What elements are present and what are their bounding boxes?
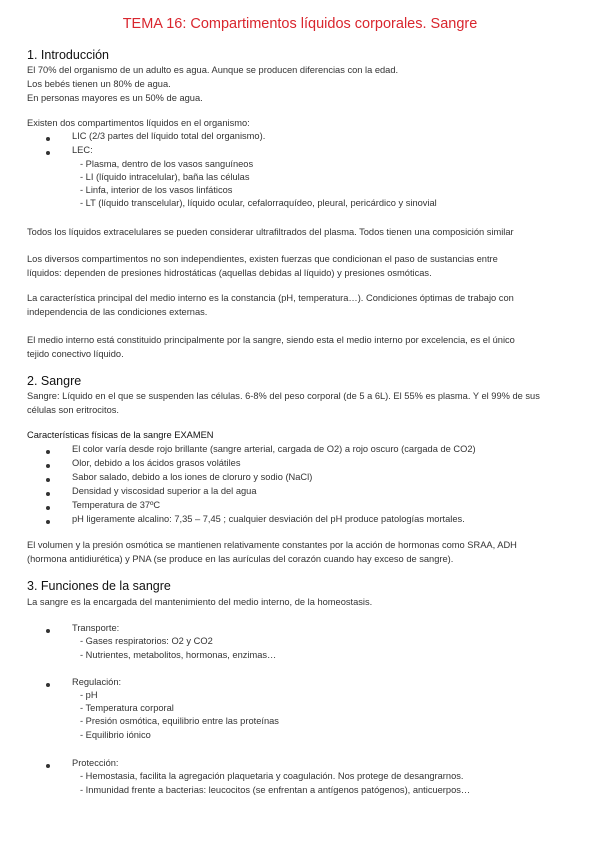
list-item: Transporte: [72,623,120,633]
list-item: Temperatura de 37ºC [72,500,161,510]
paragraph-line: tejido conectivo líquido. [27,349,124,359]
list-item: - Temperatura corporal [80,703,174,713]
document-title: TEMA 16: Compartimentos líquidos corporales. Sangre [122,16,478,32]
list-item: - Equilibrio iónico [80,730,151,740]
list-item: - LT (líquido transcelular), líquido ocular, cefalorraquídeo, pleural, pericárdico y sinovial [80,198,437,208]
section-heading-introduccion: 1. Introducción [27,48,109,62]
list-item: - Plasma, dentro de los vasos sanguíneos [80,159,254,169]
list-item: Sabor salado, debido a los iones de cloruro y sodio (NaCl) [72,472,313,482]
list-item: - Nutrientes, metabolitos, hormonas, enzimas… [80,650,277,660]
paragraph-line: El volumen y la presión osmótica se mantienen relativamente constantes por la acción de hormonas como SRAA, ADH [27,540,517,550]
paragraph-line: Los bebés tienen un 80% de agua. [27,79,171,89]
list-item: - Hemostasia, facilita la agregación plaquetaria y coagulación. Nos protege de desangrarnos. [80,771,464,781]
list-item: - Gases respiratorios: O2 y CO2 [80,636,213,646]
list-item: Protección: [72,758,119,768]
subsection-heading: Características físicas de la sangre EXAMEN [27,430,214,440]
list-item: - LI (líquido intracelular), baña las células [80,172,250,182]
bullet-icon [46,492,50,496]
paragraph-line: independencia de las condiciones externas. [27,307,208,317]
list-item: Olor, debido a los ácidos grasos volátiles [72,458,241,468]
list-item: Densidad y viscosidad superior a la del agua [72,486,257,496]
bullet-icon [46,478,50,482]
bullet-icon [46,629,50,633]
paragraph-line: En personas mayores es un 50% de agua. [27,93,203,103]
bullet-icon [46,764,50,768]
paragraph-line: El medio interno está constituido principalmente por la sangre, siendo esta el medio interno por excelencia, es el único [27,335,515,345]
list-item: El color varía desde rojo brillante (sangre arterial, cargada de O2) a rojo oscuro (cargada de CO2) [72,444,476,454]
bullet-icon [46,464,50,468]
paragraph-line: Todos los líquidos extracelulares se pueden considerar ultrafiltrados del plasma. Todos tienen una composición similar [27,227,514,237]
list-item: - Linfa, interior de los vasos linfáticos [80,185,233,195]
list-item: - Presión osmótica, equilibrio entre las proteínas [80,716,279,726]
bullet-icon [46,506,50,510]
paragraph-line: Los diversos compartimentos no son independientes, existen fuerzas que condicionan el paso de sustancias entre [27,254,498,264]
paragraph-line: La característica principal del medio interno es la constancia (pH, temperatura…). Condiciones óptimas de trabajo con [27,293,514,303]
bullet-icon [46,520,50,524]
bullet-icon [46,137,50,141]
paragraph-line: La sangre es la encargada del mantenimiento del medio interno, de la homeostasis. [27,597,373,607]
paragraph-line: El 70% del organismo de un adulto es agua. Aunque se producen diferencias con la edad. [27,65,399,75]
section-heading-funciones: 3. Funciones de la sangre [27,579,171,593]
bullet-icon [46,151,50,155]
paragraph-line: (hormona antidiurética) y PNA (se produce en las aurículas del corazón cuando hay exceso de sangre). [27,554,454,564]
section-heading-sangre: 2. Sangre [27,374,82,388]
paragraph-line: Sangre: Líquido en el que se suspenden las células. 6-8% del peso corporal (de 5 a 6L). El 55% es plasma. Y el 99% de sus [27,391,540,401]
paragraph-line: Existen dos compartimentos líquidos en el organismo: [27,118,250,128]
list-item: - pH [80,690,98,700]
list-item: Regulación: [72,677,122,687]
paragraph-line: células son eritrocitos. [27,405,119,415]
list-item: pH ligeramente alcalino: 7,35 – 7,45 ; cualquier desviación del pH produce patologías mortales. [72,514,465,524]
list-item: LIC (2/3 partes del líquido total del organismo). [72,131,266,141]
list-item: LEC: [72,145,93,155]
bullet-icon [46,450,50,454]
bullet-icon [46,683,50,687]
paragraph-line: líquidos: dependen de presiones hidrostáticas (aquellas debidas al líquido) y presiones osmóticas. [27,268,432,278]
list-item: - Inmunidad frente a bacterias: leucocitos (se enfrentan a antígenos patógenos), anticuerpos… [80,785,471,795]
